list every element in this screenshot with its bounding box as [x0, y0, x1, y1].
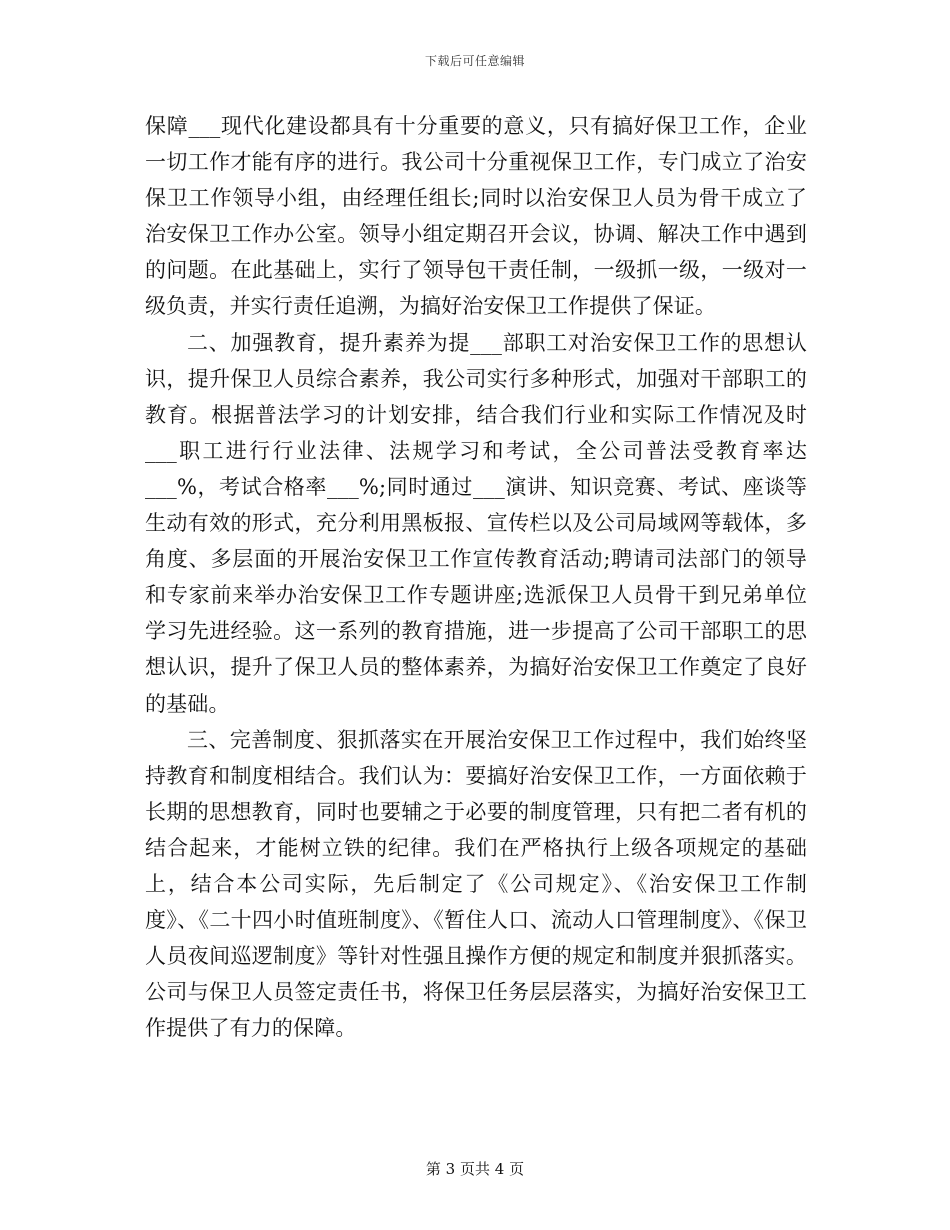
paragraph-education: 二、加强教育，提升素养为提___部职工对治安保卫工作的思想认识，提升保卫人员综合素养，我公司实行多种形式，加强对干部职工的教育。根据普法学习的计划安排，结合我们行业和实际工作情况及时___职工进行行业法律、法规学习和考试，全公司普法受教育率达___%，考试合格率___%;同时通过___演讲、知识竞赛、考试、座谈等生动有效的形式，充分利用黑板报、宣传栏以及公司局域网等载体，多角度、多层面的开展治安保卫工作宣传教育活动;聘请司法部门的领导和专家前来举办治安保卫工作专题讲座;选派保卫人员骨干到兄弟单位学习先进经验。这一系列的教育措施，进一步提高了公司干部职工的思想认识，提升了保卫人员的整体素养，为搞好治安保卫工作奠定了良好的基础。 [145, 330, 807, 716]
paragraph-regulations: 三、完善制度、狠抓落实在开展治安保卫工作过程中，我们始终坚持教育和制度相结合。我们认为：要搞好治安保卫工作，一方面依赖于长期的思想教育，同时也要辅之于必要的制度管理，只有把二者有机的结合起来，才能树立铁的纪律。我们在严格执行上级各项规定的基础上，结合本公司实际，先后制定了《公司规定》、《治安保卫工作制度》、《二十四小时值班制度》、《暂住人口、流动人口管理制度》、《保卫人员夜间巡逻制度》等针对性强且操作方便的规定和制度并狠抓落实。公司与保卫人员签定责任书，将保卫任务层层落实，为搞好治安保卫工作提供了有力的保障。 [145, 727, 807, 1041]
page-number: 第 3 页共 4 页 [425, 1160, 525, 1178]
header-note: 下载后可任意编辑 [424, 54, 525, 68]
document-body [145, 108, 807, 1046]
paragraph-continued: 保障___现代化建设都具有十分重要的意义，只有搞好保卫工作，企业一切工作才能有序的进行。我公司十分重视保卫工作，专门成立了治安保卫工作领导小组，由经理任组长;同时以治安保卫人员为骨干成立了治安保卫工作办公室。领导小组定期召开会议，协调、解决工作中遇到的问题。在此基础上，实行了领导包干责任制，一级抓一级，一级对一级负责，并实行责任追溯，为搞好治安保卫工作提供了保证。 [145, 114, 807, 319]
